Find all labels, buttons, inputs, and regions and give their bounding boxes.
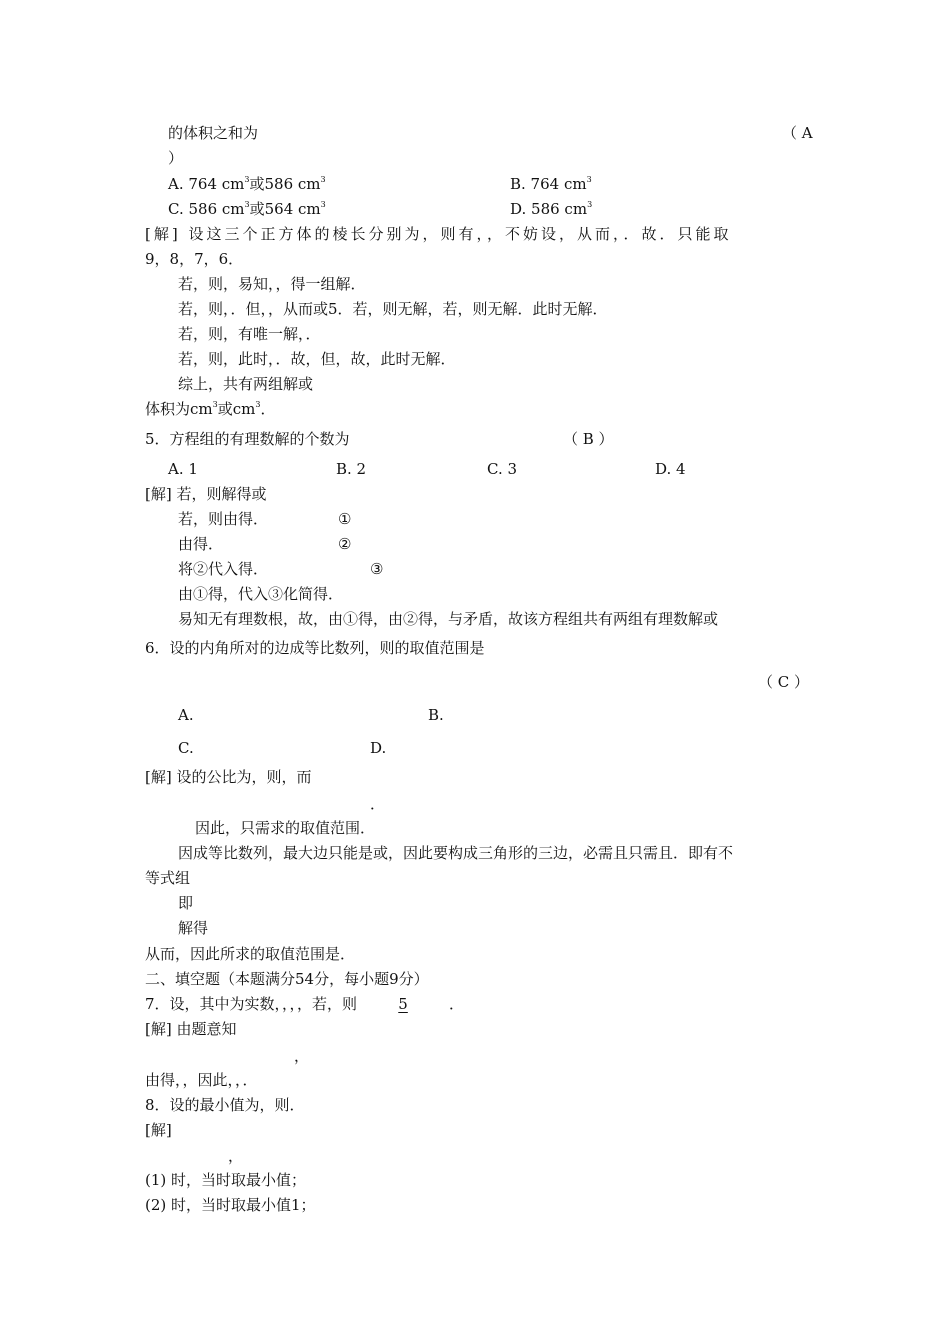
q4-solution-line: 若，则，有唯一解，． [178, 325, 321, 343]
q5-answer: （ B ） [563, 430, 614, 448]
q4-answer-close: ） [168, 149, 184, 167]
q8-solution-line: (2) 时，当时取最小值1； [145, 1196, 316, 1214]
q8-solution-line: (1) 时，当时取最小值； [145, 1171, 307, 1189]
q6-option-d: D. [370, 739, 387, 757]
q6-solution-line: 因此，只需求的取值范围． [195, 819, 376, 837]
q5-option-a: A. 1 [168, 460, 198, 478]
q5-stem: 5．方程组的有理数解的个数为 [145, 430, 350, 448]
q4-solution-line: 若，则，此时，．故，但，故，此时无解． [178, 350, 456, 368]
q4-stem-tail: 的体积之和为 [168, 124, 259, 142]
q5-equation-mark: ① [338, 510, 352, 528]
q6-solution-line: [解] 设的公比为，则，而 [145, 768, 312, 786]
section-heading: 二、填空题（本题满分54分，每小题9分） [145, 970, 429, 988]
q5-solution-line: 将②代入得． [178, 560, 269, 578]
q6-option-b: B. [428, 706, 444, 724]
q6-stem: 6．设的内角所对的边成等比数列，则的取值范围是 [145, 639, 485, 657]
q5-solution-line: 由①得，代入③化简得． [178, 585, 344, 603]
q4-answer: （ A [782, 124, 813, 142]
q5-solution-line: 若，则由得． [178, 510, 269, 528]
q8-stem: 8．设的最小值为，则． [145, 1096, 305, 1114]
q5-option-b: B. 2 [336, 460, 367, 478]
q4-solution-line: 若，则，．但，，从而或5．若，则无解，若，则无解．此时无解． [178, 300, 608, 318]
q5-solution-line: 由得． [178, 535, 224, 553]
q4-solution-line: 综上，共有两组解或 [178, 375, 314, 393]
q6-solution-line: 即 [178, 894, 194, 912]
q7-solution-line: [解] 由题意知 [145, 1020, 237, 1038]
q4-solution-line: [解] 设这三个正方体的棱长分别为，则有，，不妨设，从而，．故．只能取 [145, 225, 732, 243]
q5-option-d: D. 4 [655, 460, 686, 478]
q6-solution-dot: ． [370, 795, 386, 813]
q4-option-a: A. 764 $cm^3$或586 $cm^3$ [168, 175, 326, 193]
q4-option-c: C. 586 $cm^3$或564 $cm^3$ [168, 200, 326, 218]
q5-equation-mark: ③ [370, 560, 384, 578]
q6-option-c: C. [178, 739, 194, 757]
q5-option-c: C. 3 [487, 460, 518, 478]
q4-solution-line: 若，则，易知，，得一组解． [178, 275, 366, 293]
q6-solution-line: 解得 [178, 919, 209, 937]
q4-option-b: B. 764 $cm^3$ [510, 175, 592, 193]
q8-solution-comma: ， [228, 1147, 244, 1165]
q6-answer: （ C ） [758, 673, 810, 691]
q5-solution-line: 易知无有理数根，故，由①得，由②得，与矛盾，故该方程组共有两组有理数解或 [178, 610, 719, 628]
q8-solution-line: [解] [145, 1121, 172, 1139]
q7-solution-line: 由得，，因此，，． [145, 1071, 258, 1089]
q7-solution-comma: ， [294, 1047, 310, 1065]
q6-solution-line: 因成等比数列，最大边只能是或，因此要构成三角形的三边，必需且只需且．即有不 [178, 844, 734, 862]
q6-option-a: A. [178, 706, 194, 724]
q5-equation-mark: ② [338, 535, 352, 553]
q7-answer-blank: 5 [398, 995, 408, 1013]
q5-solution-line: [解] 若，则解得或 [145, 485, 267, 503]
q4-volume-result: 体积为$cm^3$或$cm^3$． [145, 400, 276, 418]
q6-solution-line: 从而，因此所求的取值范围是． [145, 945, 356, 963]
q7-stem: 7．设，其中为实数，，，，若，则 5 ． [145, 995, 465, 1013]
q4-solution-line: 9，8，7，6． [145, 250, 244, 268]
q4-option-d: D. 586 $cm^3$ [510, 200, 593, 218]
q6-solution-line: 等式组 [145, 869, 191, 887]
